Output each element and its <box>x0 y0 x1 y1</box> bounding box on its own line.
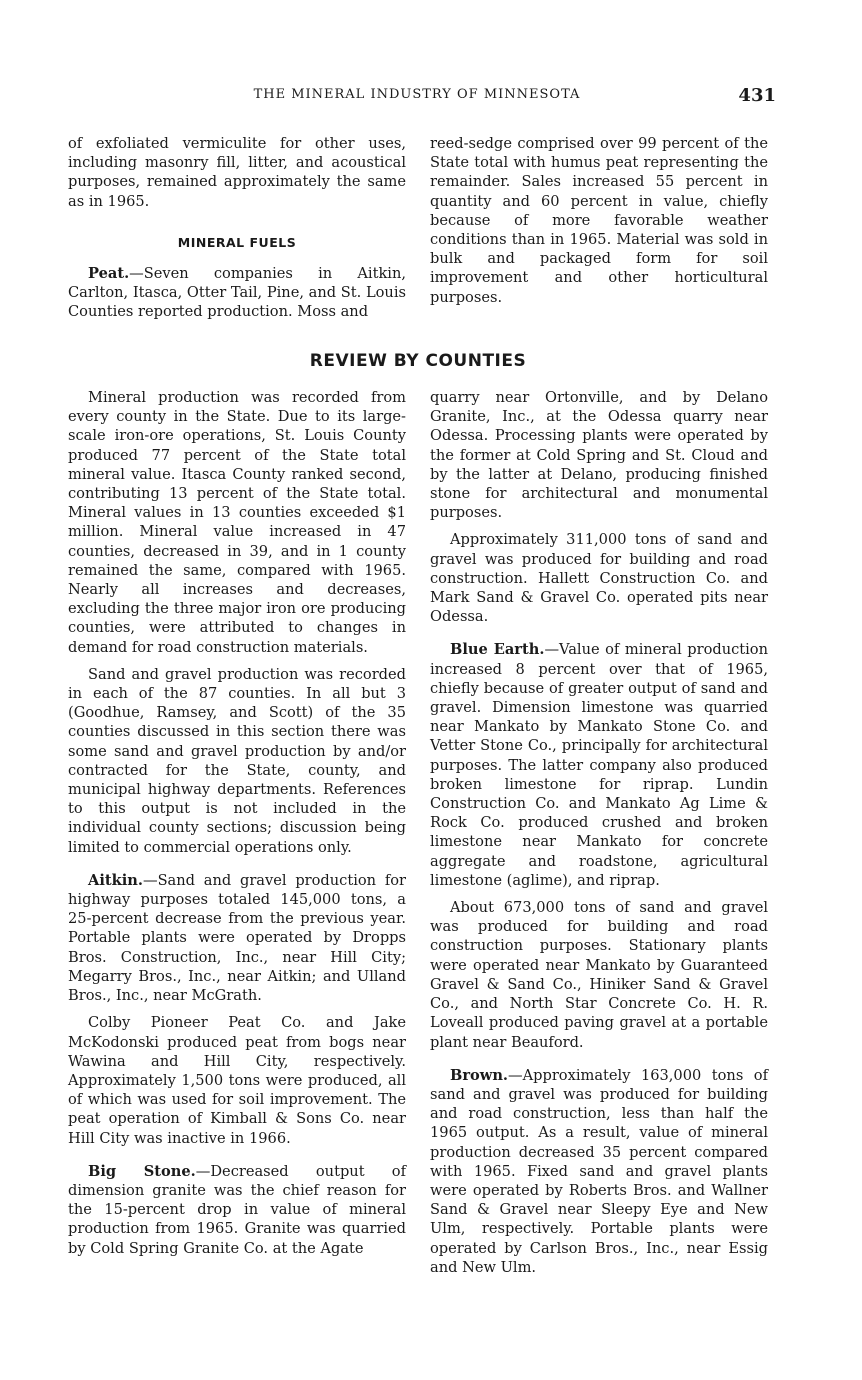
paragraph-big-stone <box>68 1162 406 1258</box>
paragraph-blue-earth-sand: About 673,000 tons of sand and gravel was produced for building and road construction purposes. Stationary plants were operated near Mankato by Guaranteed Gravel & Sand Co., Hiniker Sand & Gravel Co., and North Star Concrete Co. H. R. Loveall produced paving gravel at a portable plant near Beauford. <box>430 899 768 1051</box>
aitkin-lead: Aitkin. <box>88 871 143 889</box>
page-number: 431 <box>738 85 776 106</box>
left-main-column <box>68 388 406 1258</box>
paragraph-brown <box>430 1066 768 1277</box>
brown-text: —Approximately 163,000 tons of sand and gravel was produced for building and road construction, less than half the 1965 output. As a result, value of mineral production decreased 35 percent compared with 1965. Fixed sand and gravel plants were operated by Roberts Bros. and Wallner Sand & Gravel near Sleepy Eye and New Ulm, respectively. Portable plants were operated by Carlson Bros., Inc., near Essig and New Ulm. <box>430 1066 768 1276</box>
paragraph-peat <box>68 264 406 322</box>
paragraph-sand-gravel: Sand and gravel production was recorded in each of the 87 counties. In all but 3 (Goodhue, Ramsey, and Scott) of the 35 counties discussed in this section there was some sand and gravel production by and/or contracted for the State, county, and municipal highway departments. References to this output is not included in the individual county sections; discussion being limited to commercial operations only. <box>68 665 406 856</box>
peat-lead: Peat. <box>88 265 130 283</box>
paragraph-colby-peat: Colby Pioneer Peat Co. and Jake McKodonski produced peat from bogs near Wawina and Hill City, respectively. Approximately 1,500 tons were produced, all of which was used for soil improvement. The peat operation of Kimball & Sons Co. near Hill City was inactive in 1966. <box>68 1014 406 1147</box>
aitkin-text: —Sand and gravel production for highway purposes totaled 145,000 tons, a 25-percent decrease from the previous year. Portable plants were operated by Dropps Bros. Construction, Inc., near Hill City; Megarry Bros., Inc., near Aitkin; and Ulland Bros., Inc., near McGrath. <box>68 871 406 1005</box>
blueearth-lead: Blue Earth. <box>450 641 545 659</box>
top-right-column <box>430 134 768 307</box>
blueearth-text: —Value of mineral production increased 8 percent over that of 1965, chiefly because of greater output of sand and gravel. Dimension limestone was quarried near Mankato by Mankato Stone Co. and Vetter Stone Co., principally for architectural purposes. The latter company also produced broken limestone for riprap. Lundin Construction Co. and Mankato Ag Lime & Rock Co. produced crushed and broken limestone near Mankato for concrete aggregate and roadstone, agricultural limestone (aglime), and riprap. <box>430 641 768 889</box>
paragraph-peat-continued: reed-sedge comprised over 99 percent of the State total with humus peat representing the remainder. Sales increased 55 percent in quantity and 60 percent in value, chiefly because of more favorable weather conditions than in 1965. Material was sold in bulk and packaged form for soil improvement and other horticultural purposes. <box>430 135 768 306</box>
paragraph-blue-earth <box>430 640 768 890</box>
right-main-column <box>430 388 768 1277</box>
brown-lead: Brown. <box>450 1066 509 1084</box>
bigstone-lead: Big Stone. <box>88 1162 196 1180</box>
peat-text: —Seven companies in Aitkin, Carlton, Itasca, Otter Tail, Pine, and St. Louis Counties reported production. Moss and <box>68 265 406 321</box>
paragraph-aitkin <box>68 871 406 1005</box>
mineral-fuels-heading: MINERAL FUELS <box>177 234 297 250</box>
paragraph-big-stone-continued: quarry near Ortonville, and by Delano Granite, Inc., at the Odessa quarry near Odessa. Processing plants were operated by the former at Cold Spring and St. Cloud and by the latter at Delano, producing finished stone for architectural and monumental purposes. <box>430 389 768 522</box>
running-header: THE MINERAL INDUSTRY OF MINNESOTA <box>253 87 581 102</box>
paragraph-big-stone-sand: Approximately 311,000 tons of sand and gravel was produced for building and road construction. Hallett Construction Co. and Mark Sand & Gravel Co. operated pits near Odessa. <box>430 531 768 626</box>
paragraph-mineral-production: Mineral production was recorded from every county in the State. Due to its large-scale iron-ore operations, St. Louis County produced 77 percent of the State total mineral value. Itasca County ranked second, contributing 13 percent of the State total. Mineral values in 13 counties exceeded $1 million. Mineral value increased in 47 counties, decreased in 39, and in 1 county remained the same, compared with 1965. Nearly all increases and decreases, excluding the three major iron ore producing counties, were attributed to changes in demand for road construction materials. <box>68 389 406 656</box>
section-heading: REVIEW BY COUNTIES <box>309 351 527 371</box>
paragraph-vermiculite: of exfoliated vermiculite for other uses, including masonry fill, litter, and acoustical purposes, remained approximately the same as in 1965. <box>68 135 406 210</box>
top-left-column <box>68 134 406 322</box>
bigstone-text: —Decreased output of dimension granite was the chief reason for the 15-percent drop in value of mineral production from 1965. Granite was quarried by Cold Spring Granite Co. at the Agate <box>68 1162 406 1257</box>
